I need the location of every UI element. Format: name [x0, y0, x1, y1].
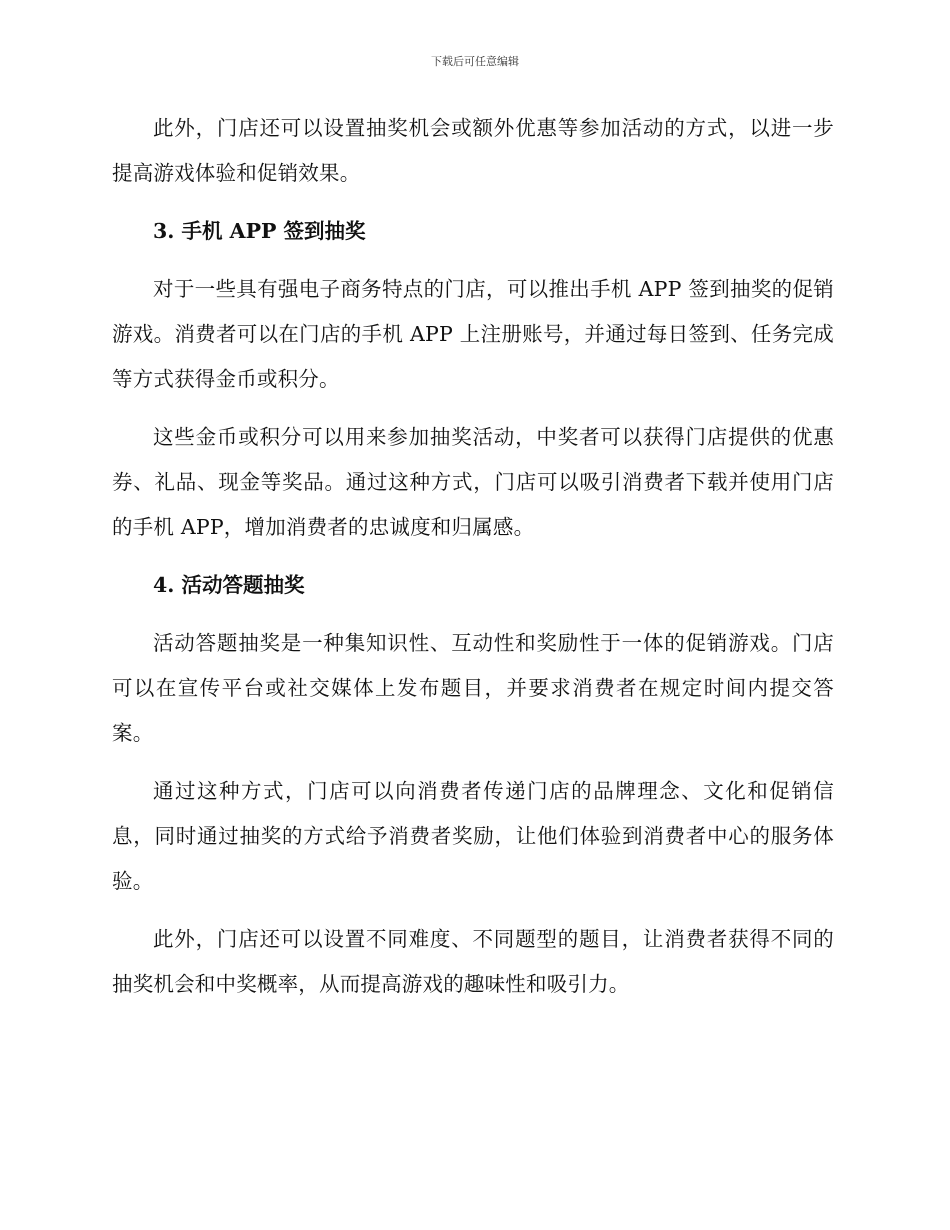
- paragraph-quiz-benefits: 通过这种方式，门店可以向消费者传递门店的品牌理念、文化和促销信息，同时通过抽奖的方式给予消费者奖励，让他们体验到消费者中心的服务体验。: [112, 779, 834, 893]
- paragraph-quiz-intro: 活动答题抽奖是一种集知识性、互动性和奖励性于一体的促销游戏。门店可以在宣传平台或社交媒体上发布题目，并要求消费者在规定时间内提交答案。: [112, 631, 834, 745]
- section-heading-4: 4. 活动答题抽奖: [153, 573, 305, 597]
- page-header: 下载后可任意编辑: [431, 55, 519, 68]
- paragraph-intro: 此外，门店还可以设置抽奖机会或额外优惠等参加活动的方式，以进一步提高游戏体验和促销效果。: [112, 116, 834, 185]
- paragraph-app-intro: 对于一些具有强电子商务特点的门店，可以推出手机 APP 签到抽奖的促销游戏。消费者可以在门店的手机 APP 上注册账号，并通过每日签到、任务完成等方式获得金币或积分。: [112, 277, 834, 391]
- paragraph-app-rewards: 这些金币或积分可以用来参加抽奖活动，中奖者可以获得门店提供的优惠券、礼品、现金等奖品。通过这种方式，门店可以吸引消费者下载并使用门店的手机 APP，增加消费者的忠诚度和归属感。: [112, 425, 834, 539]
- paragraph-quiz-difficulty: 此外，门店还可以设置不同难度、不同题型的题目，让消费者获得不同的抽奖机会和中奖概率，从而提高游戏的趣味性和吸引力。: [112, 927, 834, 996]
- section-heading-3: 3. 手机 APP 签到抽奖: [153, 219, 366, 243]
- document-body: [112, 106, 834, 1020]
